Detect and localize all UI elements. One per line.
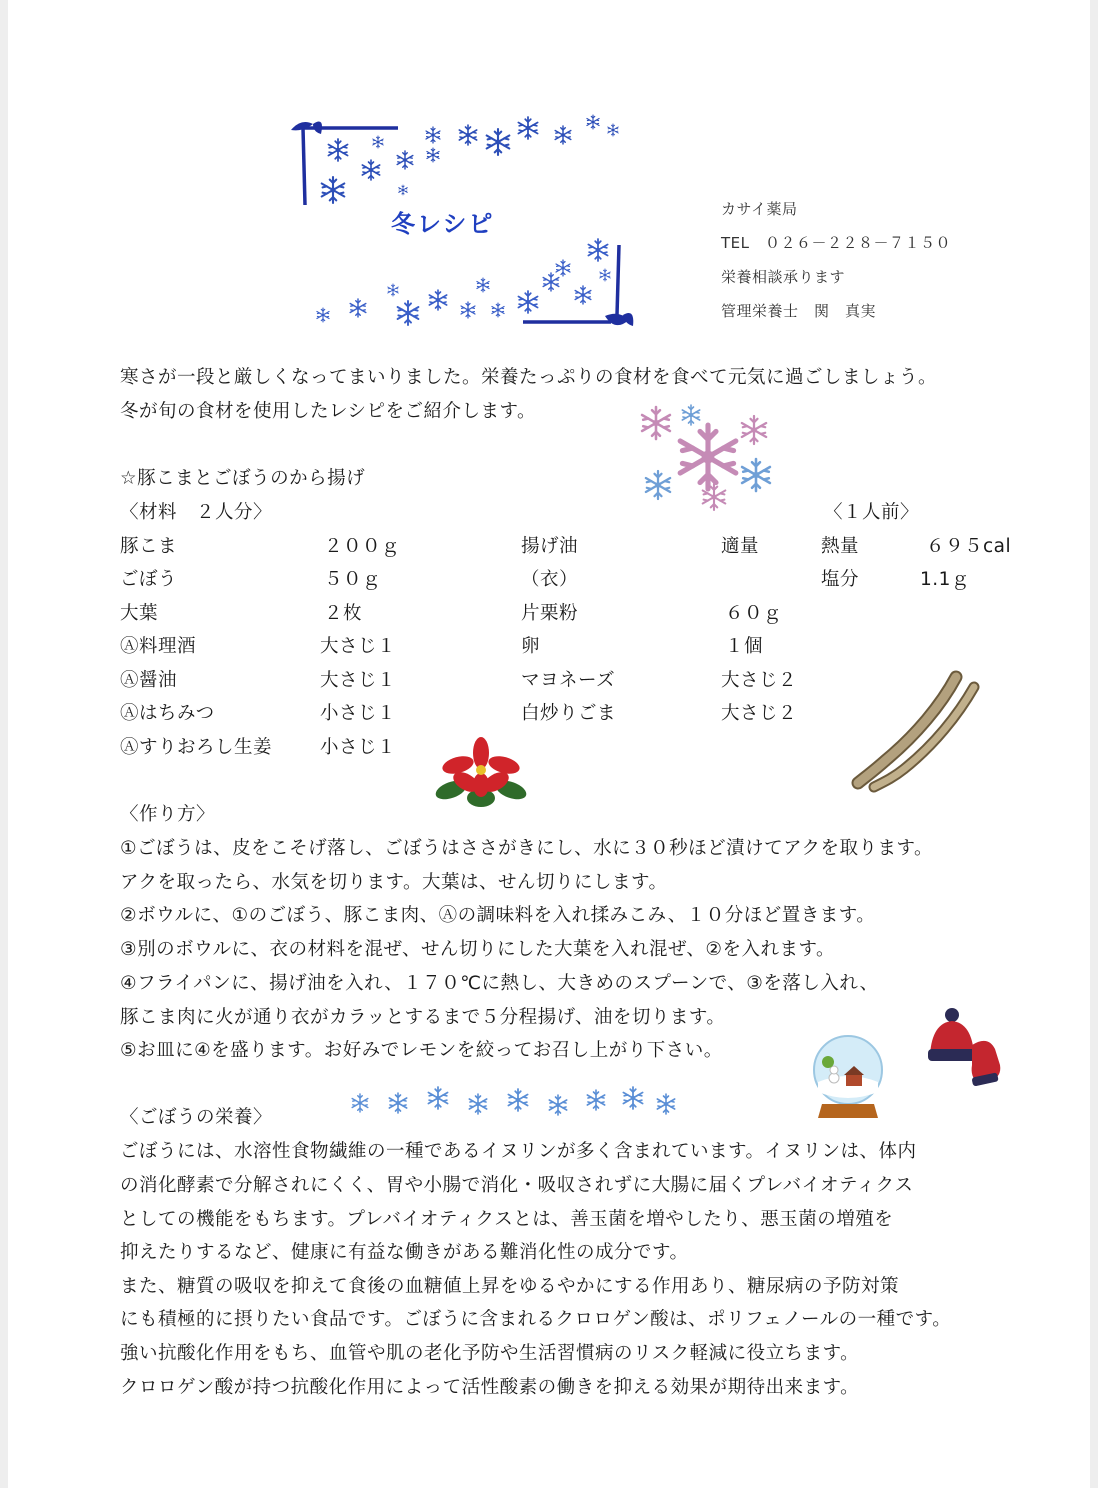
method-step: ④フライパンに、揚げ油を入れ、１７０℃に熱し、大きめのスプーンで、③を落し入れ、 [120,973,879,994]
ingredient-name: Ⓐ料理酒 [120,636,197,657]
pharmacy-tel: TEL ０２６－２２８－７１５０ [721,234,951,252]
ingredient-amount: 大さじ２ [721,670,798,691]
ingredient-name: ごぼう [120,569,178,590]
ingredient-amount: ２００ｇ [324,536,401,557]
ingredient-amount: 適量 [721,536,760,557]
ingredient-amount: ５０ｇ [324,569,382,590]
nutrition-info-line: の消化酵素で分解されにくく、胃や小腸で消化・吸収されずに大腸に届くプレバイオティクス [120,1175,914,1196]
snowflake-divider [348,1088,688,1118]
snow-globe-illustration [808,1032,888,1122]
nutrition-value: ６９５cal [926,536,1012,557]
nutrition-label: 塩分 [821,569,860,590]
method-step: 豚こま肉に火が通り衣がカラッとするまで５分程揚げ、油を切ります。 [120,1007,726,1028]
nutrition-info-line: また、糖質の吸収を抑えて食後の血糖値上昇をゆるやかにする作用あり、糖尿病の予防対策 [120,1276,900,1297]
method-step: ⑤お皿に④を盛ります。お好みでレモンを絞ってお召し上がり下さい。 [120,1040,723,1061]
per-person-heading: 〈１人前〉 [824,502,920,523]
method-step: アクを取ったら、水気を切ります。大葉は、せん切りにします。 [120,872,668,893]
ingredient-amount: 大さじ２ [721,703,798,724]
ingredient-name: 片栗粉 [521,603,579,624]
poinsettia-illustration [436,735,526,810]
page-title: 冬レシピ [391,210,495,238]
ingredient-amount: 小さじ１ [320,737,397,758]
ingredient-name: 卵 [521,636,541,657]
ingredient-name: Ⓐ醤油 [120,670,178,691]
ingredient-name: （衣） [521,569,579,590]
ingredients-heading: 〈材料 ２人分〉 [120,502,273,523]
ingredient-name: Ⓐすりおろし生姜 [120,737,273,758]
nutrition-info-line: 強い抗酸化作用をもち、血管や肌の老化予防や生活習慣病のリスク軽減に役立ちます。 [120,1343,860,1364]
burdock-illustration [846,665,986,800]
ingredient-name: Ⓐはちみつ [120,703,215,724]
snowflakes-pink-illustration [636,405,781,510]
ingredient-amount: ２枚 [324,603,363,624]
ingredient-name: 白炒りごま [521,703,617,724]
method-step: ③別のボウルに、衣の材料を混ぜ、せん切りにした大葉を入れ混ぜ、②を入れます。 [120,939,836,960]
ingredient-name: 豚こま [120,536,178,557]
method-step: ②ボウルに、①のごぼう、豚こま肉、Ⓐの調味料を入れ揉みこみ、１０分ほど置きます。 [120,905,876,926]
ingredient-amount: 小さじ１ [320,703,397,724]
method-step: ①ごぼうは、皮をこそげ落し、ごぼうはささがきにし、水に３０秒ほど漬けてアクを取ります。 [120,838,934,859]
ingredient-amount: 大さじ１ [320,670,397,691]
nutrition-info-line: としての機能をもちます。プレバイオティクスとは、善玉菌を増やしたり、悪玉菌の増殖を [120,1209,894,1230]
nutrition-info-line: にも積極的に摂りたい食品です。ごぼうに含まれるクロロゲン酸は、ポリフェノールの一種です。 [120,1309,952,1330]
pharmacy-dietitian: 管理栄養士 関 真実 [721,302,877,320]
nutrition-value: 1.1ｇ [920,569,970,590]
nutrition-info-heading: 〈ごぼうの栄養〉 [120,1107,273,1128]
nutrition-label: 熱量 [821,536,860,557]
pharmacy-consult: 栄養相談承ります [721,268,846,286]
nutrition-info-line: クロロゲン酸が持つ抗酸化作用によって活性酸素の働きを抑える効果が期待出来ます。 [120,1377,860,1398]
ingredient-name: マヨネーズ [521,670,616,691]
hat-mittens-illustration [920,1005,1005,1090]
ingredient-amount: １個 [725,636,764,657]
ingredient-name: 揚げ油 [521,536,579,557]
nutrition-info-line: 抑えたりするなど、健康に有益な働きがある難消化性の成分です。 [120,1242,689,1263]
ingredient-name: 大葉 [120,603,159,624]
ingredient-amount: ６０ｇ [725,603,783,624]
nutrition-info-line: ごぼうには、水溶性食物繊維の一種であるイヌリンが多く含まれています。イヌリンは、体内 [120,1141,917,1162]
method-heading: 〈作り方〉 [120,804,216,825]
page [8,0,1090,1488]
recipe-name: ☆豚こまとごぼうのから揚げ [120,468,366,489]
intro-line-2: 冬が旬の食材を使用したレシピをご紹介します。 [120,401,537,422]
ingredient-amount: 大さじ１ [320,636,397,657]
pharmacy-name: カサイ薬局 [721,200,798,218]
intro-line-1: 寒さが一段と厳しくなってまいりました。栄養たっぷりの食材を食べて元気に過ごしましょう。 [120,367,938,388]
